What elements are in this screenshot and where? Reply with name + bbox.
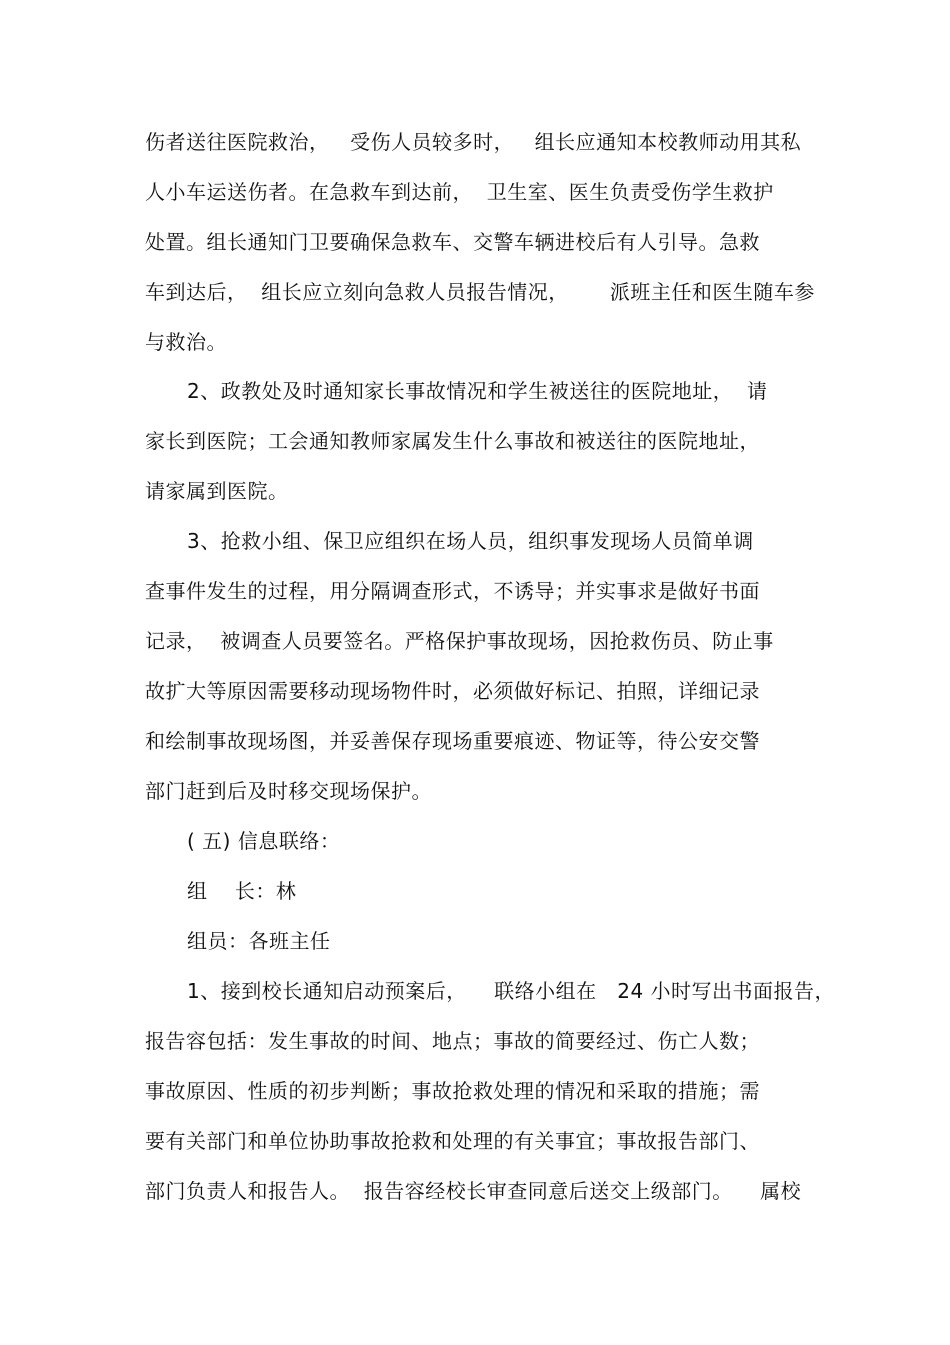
section-heading: ( 五) 信息联络：	[187, 829, 341, 853]
text-line: 报告容包括：发生事故的时间、地点；事故的简要经过、伤亡人数；	[145, 1029, 760, 1053]
text-line: 伤者送往医院救治， 受伤人员较多时， 组长应通知本校教师动用其私	[145, 130, 802, 154]
text-line: 与救治。	[145, 330, 227, 354]
text-line: 处置。组长通知门卫要确保急救车、交警车辆进校后有人引导。急救	[145, 230, 760, 254]
text-line: 2、政教处及时通知家长事故情况和学生被送往的医院地址， 请	[187, 379, 768, 403]
text-line: 3、抢救小组、保卫应组织在场人员，组织事发现场人员简单调	[187, 529, 754, 553]
text-line: 组 长：林	[187, 879, 297, 903]
text-line: 家长到医院；工会通知教师家属发生什么事故和被送往的医院地址，	[145, 429, 760, 453]
text-line: 部门负责人和报告人。 报告容经校长审查同意后送交上级部门。 属校	[145, 1179, 802, 1203]
text-line: 查事件发生的过程，用分隔调查形式，不诱导；并实事求是做好书面	[145, 579, 760, 603]
text-line: 要有关部门和单位协助事故抢救和处理的有关事宜；事故报告部门、	[145, 1129, 760, 1153]
text-line: 1、接到校长通知启动预案后， 联络小组在 24 小时写出书面报告，	[187, 979, 836, 1003]
text-line: 事故原因、性质的初步判断；事故抢救处理的情况和采取的措施；需	[145, 1079, 760, 1103]
text-line: 车到达后， 组长应立刻向急救人员报告情况， 派班主任和医生随车参	[145, 280, 815, 304]
text-line: 故扩大等原因需要移动现场物件时，必须做好标记、拍照，详细记录	[145, 679, 760, 703]
text-line: 请家属到医院。	[145, 479, 289, 503]
text-line: 和绘制事故现场图，并妥善保存现场重要痕迹、物证等，待公安交警	[145, 729, 760, 753]
text-line: 记录， 被调查人员要签名。严格保护事故现场，因抢救伤员、防止事	[145, 629, 774, 653]
text-line: 组员：各班主任	[187, 929, 331, 953]
text-line: 部门赶到后及时移交现场保护。	[145, 779, 432, 803]
text-line: 人小车运送伤者。在急救车到达前， 卫生室、医生负责受伤学生救护	[145, 180, 774, 204]
